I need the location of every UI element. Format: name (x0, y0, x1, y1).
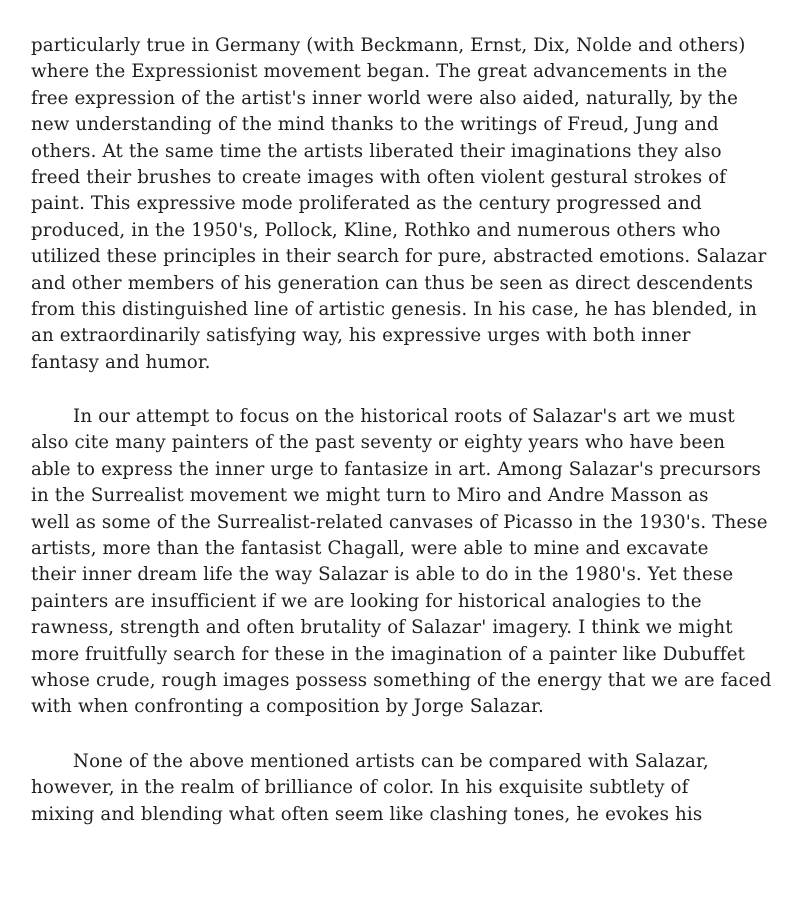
text-line: where the Expressionist movement began. The great advancements in the (31, 61, 728, 83)
text-line: their inner dream life the way Salazar is able to do in the 1980's. Yet these (31, 564, 734, 586)
text-line: new understanding of the mind thanks to the writings of Freud, Jung and (31, 114, 719, 136)
text-line: paint. This expressive mode proliferated as the century progressed and (31, 193, 702, 215)
text-line: however, in the realm of brilliance of color. In his exquisite subtlety of (31, 777, 689, 799)
document-page (31, 33, 781, 828)
text-line: particularly true in Germany (with Beckmann, Ernst, Dix, Nolde and others) (31, 35, 746, 56)
text-line: more fruitfully search for these in the imagination of a painter like Dubuffet (31, 643, 746, 665)
text-line: from this distinguished line of artistic genesis. In his case, he has blended, in (31, 298, 757, 320)
text-line: whose crude, rough images possess something of the energy that we are faced (31, 669, 772, 691)
text-line: freed their brushes to create images with often violent gestural strokes of (31, 166, 727, 188)
text-line: artists, more than the fantasist Chagall, were able to mine and excavate (31, 538, 709, 560)
text-line: others. At the same time the artists liberated their imaginations they also (31, 140, 722, 162)
text-line: with when confronting a composition by Jorge Salazar. (31, 696, 544, 718)
text-line: produced, in the 1950's, Pollock, Kline, Rothko and numerous others who (31, 219, 721, 241)
text-line: an extraordinarily satisfying way, his expressive urges with both inner (31, 325, 691, 347)
text-line: painters are insufficient if we are looking for historical analogies to the (31, 590, 702, 612)
paragraph-historical-roots (31, 404, 781, 721)
text-line: well as some of the Surrealist-related canvases of Picasso in the 1930's. These (31, 511, 768, 533)
paragraph-color (31, 749, 781, 828)
text-line: utilized these principles in their search for pure, abstracted emotions. Salazar (31, 246, 767, 268)
text-line: fantasy and humor. (31, 351, 211, 373)
text-line: also cite many painters of the past seventy or eighty years who have been (31, 432, 726, 454)
paragraph-expressionism (31, 33, 781, 376)
text-line: rawness, strength and often brutality of Salazar' imagery. I think we might (31, 617, 733, 639)
text-line: In our attempt to focus on the historical roots of Salazar's art we must (73, 406, 735, 428)
text-line: and other members of his generation can thus be seen as direct descendents (31, 272, 754, 294)
text-line: free expression of the artist's inner world were also aided, naturally, by the (31, 87, 739, 109)
text-line: able to express the inner urge to fantasize in art. Among Salazar's precursors (31, 458, 761, 480)
text-line: in the Surrealist movement we might turn to Miro and Andre Masson as (31, 485, 709, 507)
text-line: mixing and blending what often seem like clashing tones, he evokes his (31, 803, 703, 825)
text-line: None of the above mentioned artists can be compared with Salazar, (73, 750, 709, 772)
